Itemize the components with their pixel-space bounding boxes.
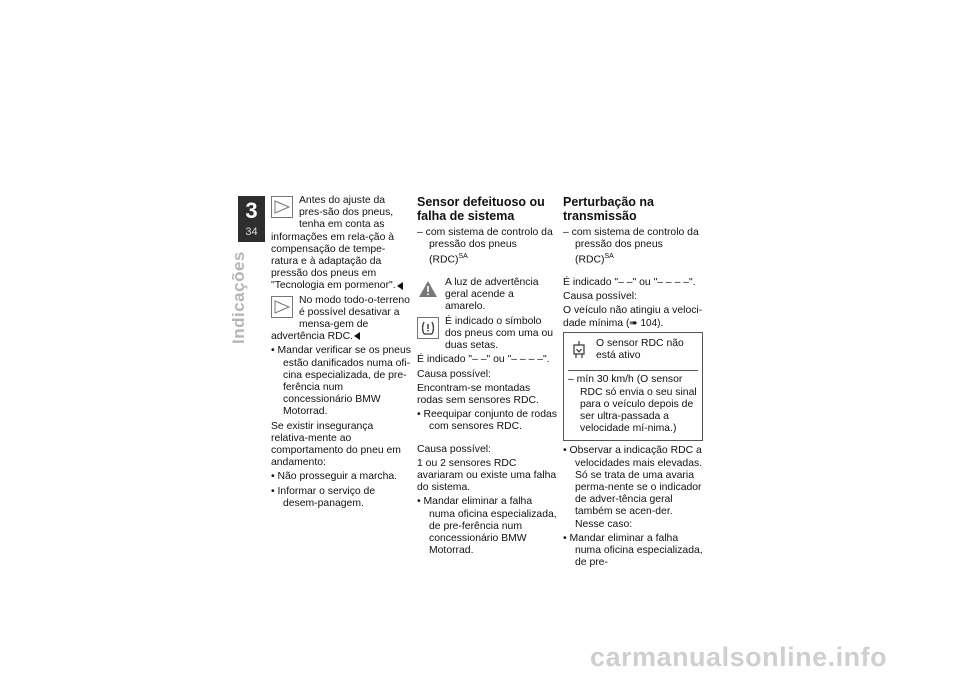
note-block-1	[271, 195, 411, 295]
warning-triangle-icon	[417, 278, 439, 300]
list-item: • Mandar verificar se os pneus estão danificados numa ofi-cina especializada, de pre-ferência num concessionário BMW Motorrad.	[271, 345, 411, 418]
info-box	[563, 332, 703, 441]
column-1	[271, 195, 411, 512]
list-item: • Reequipar conjunto de rodas com sensores RDC.	[417, 409, 557, 433]
list-item: • Mandar eliminar a falha numa oficina especializada, de pre-	[563, 532, 703, 569]
paragraph: Encontram-se montadas rodas sem sensores RDC.	[417, 382, 539, 406]
dash-item: – com sistema de controlo da pressão dos pneus (RDC)$^{SA}$	[563, 227, 699, 266]
side-title: Indicações	[229, 251, 248, 344]
page-number: 34	[245, 226, 258, 238]
paragraph: É indicado "– –" ou "– – – –".	[417, 354, 550, 366]
paragraph: 1 ou 2 sensores RDC avariaram ou existe uma falha do sistema.	[417, 457, 557, 494]
note-triangle-icon	[271, 196, 293, 218]
end-marker-icon	[397, 282, 403, 290]
note-triangle-icon	[271, 296, 293, 318]
paragraph: O veículo não atingiu a veloci-dade mínima (➠ 104).	[563, 305, 703, 329]
list-item: • Informar o serviço de desem-panagem.	[271, 485, 376, 509]
dash-item: – mín 30 km/h (O sensor RDC só envia o seu sinal para o veículo depois de ser ultra-passada a velocidade mí-nima.)	[568, 374, 697, 435]
watermark: carmanualsonline.info	[590, 642, 888, 672]
cause-label: Causa possível:	[563, 291, 637, 303]
list-item: • Observar a indicação RDC a velocidades mais elevadas. Só se trata de uma avaria perma-nente se o indicador de adver-tência geral também se acen-der. Nesse caso:	[563, 445, 703, 530]
list-item: • Não prosseguir a marcha.	[271, 471, 398, 483]
info-box-title: O sensor RDC não está ativo	[596, 337, 684, 362]
cause-label: Causa possível:	[417, 443, 491, 455]
rdc-block	[417, 316, 557, 355]
page-reference[interactable]: (➠ 104).	[625, 317, 664, 329]
warning-text: A luz de advertência geral acende a amarelo.	[445, 277, 539, 313]
section-heading: Perturbação na transmissão	[563, 195, 655, 223]
warning-block	[417, 277, 557, 316]
note-text-2: No modo todo-o-terreno é possível desativar a mensa-gem de advertência RDC.	[271, 294, 410, 343]
column-2	[417, 195, 557, 559]
section-heading: Sensor defeituoso ou falha de sistema	[417, 195, 545, 223]
note-block-2	[271, 295, 411, 346]
sensor-icon	[568, 339, 590, 361]
paragraph: Se existir insegurança relativa-mente ao comportamento do pneu em andamento:	[271, 420, 401, 469]
paragraph: É indicado "– –" ou "– – – –".	[563, 277, 696, 289]
dash-item: – com sistema de controlo da pressão dos pneus (RDC)$^{SA}$	[417, 227, 553, 266]
column-3	[563, 195, 703, 571]
note-text-1: Antes do ajuste da pres-são dos pneus, tenha em conta as informações em rela-ção à compensação de tempe-ratura e à adaptação da pressão dos pneus em "Tecnologia em pormenor".	[271, 195, 411, 293]
end-marker-icon	[354, 332, 360, 340]
rdc-text: É indicado o símbolo dos pneus com uma ou duas setas.	[445, 315, 554, 352]
chapter-number: 3	[245, 198, 258, 223]
list-item: • Mandar eliminar a falha numa oficina especializada, de pre-ferência num concessionário BMW Motorrad.	[417, 496, 557, 557]
info-box-header	[568, 336, 698, 371]
cause-label: Causa possível:	[417, 368, 491, 380]
tire-pressure-icon	[417, 317, 439, 339]
